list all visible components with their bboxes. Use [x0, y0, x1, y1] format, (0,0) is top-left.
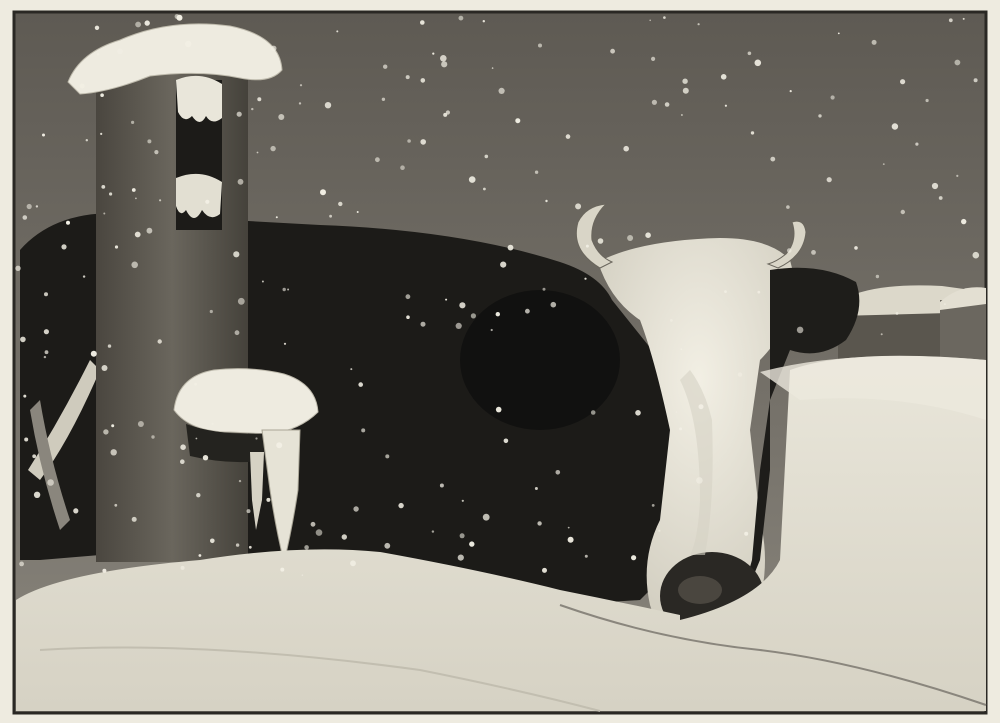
snowflake — [790, 90, 792, 92]
snowflake — [158, 339, 162, 343]
snowflake — [525, 309, 530, 314]
snowflake — [131, 262, 138, 269]
snowflake — [262, 281, 264, 283]
snowflake — [665, 102, 670, 107]
snowflake — [900, 79, 905, 84]
snowflake — [635, 410, 641, 416]
snowflake — [257, 97, 261, 101]
snowflake — [469, 541, 474, 546]
snowflake — [556, 470, 561, 475]
snowflake — [135, 232, 141, 238]
snowflake — [24, 438, 28, 442]
cow-shoulder — [460, 290, 620, 430]
snowflake — [361, 428, 365, 432]
cow-nostril — [678, 576, 722, 604]
snowflake — [492, 67, 494, 69]
snowflake — [535, 171, 538, 174]
snowflake — [649, 20, 651, 22]
snowflake — [949, 18, 953, 22]
snowflake — [483, 20, 485, 22]
snowflake — [483, 188, 486, 191]
snowflake — [838, 33, 840, 35]
snowflake — [500, 262, 506, 268]
snowflake — [358, 382, 363, 387]
snowflake — [915, 143, 918, 146]
snowflake — [300, 84, 302, 86]
snowflake — [196, 493, 200, 497]
snowflake — [406, 75, 410, 79]
snowflake — [27, 204, 32, 209]
snowflake — [663, 16, 666, 19]
snowflake — [210, 539, 215, 544]
snowflake — [238, 179, 244, 185]
snowflake — [32, 454, 36, 458]
snowflake — [180, 459, 185, 464]
snowflake — [239, 480, 241, 482]
snowflake — [575, 203, 581, 209]
snowflake — [350, 368, 352, 370]
slot-snow-bottom — [176, 174, 222, 218]
snowflake — [543, 288, 546, 291]
snowflake — [406, 315, 410, 319]
snowflake — [443, 113, 447, 117]
snowflake — [610, 49, 615, 54]
snowflake — [725, 105, 727, 107]
snowflake — [384, 543, 390, 549]
snowflake — [787, 248, 792, 253]
snowflake — [676, 411, 678, 413]
snowflake — [316, 529, 323, 536]
snowflake — [421, 322, 426, 327]
snowflake — [440, 55, 447, 62]
snowflake — [132, 188, 136, 192]
snowflake — [276, 216, 278, 218]
snowflake — [504, 439, 509, 444]
snowflake — [961, 219, 966, 224]
snowflake — [102, 569, 106, 573]
snowflake — [441, 61, 447, 67]
snowflake — [109, 192, 112, 195]
snowflake — [132, 517, 137, 522]
snowflake — [485, 155, 489, 159]
snowflake — [496, 312, 500, 316]
snowflake — [538, 44, 542, 48]
snowflake — [876, 275, 879, 278]
snowflake — [15, 266, 20, 271]
snowflake — [926, 99, 929, 102]
snowflake — [652, 504, 655, 507]
snowflake — [545, 200, 547, 202]
snowflake — [385, 454, 389, 458]
snowflake — [974, 78, 978, 82]
snowflake — [80, 84, 85, 89]
snowflake — [235, 330, 240, 335]
snowflake — [115, 245, 118, 248]
snowflake — [440, 484, 444, 488]
snowflake — [19, 562, 24, 567]
snowflake — [955, 60, 961, 66]
snowflake — [827, 177, 832, 182]
snowflake — [963, 18, 965, 20]
snowflake — [721, 74, 727, 80]
snowflake — [255, 437, 257, 439]
snowflake — [651, 57, 655, 61]
snowflake — [44, 356, 46, 358]
snowflake — [445, 299, 447, 301]
snowflake — [508, 245, 514, 251]
snowflake — [34, 492, 40, 498]
snowflake — [283, 288, 286, 291]
snowflake — [111, 424, 114, 427]
slot-snow-top — [176, 76, 222, 122]
snowflake — [483, 514, 490, 521]
snowflake — [23, 395, 26, 398]
snowflake — [598, 238, 604, 244]
snowflake — [459, 16, 464, 21]
snowflake — [892, 123, 898, 129]
snowflake — [103, 429, 108, 434]
snowflake — [515, 118, 520, 123]
snowflake — [406, 294, 411, 299]
snowflake — [973, 252, 980, 259]
snowflake — [883, 163, 885, 165]
snowflake — [459, 302, 465, 308]
snowflake — [724, 290, 727, 293]
snowflake — [280, 568, 284, 572]
snowflake — [236, 543, 239, 546]
snowflake — [679, 427, 682, 430]
snowflake — [135, 198, 137, 200]
snowflake — [748, 52, 752, 56]
snowflake — [696, 477, 703, 484]
snowflake — [872, 40, 877, 45]
snowflake — [658, 530, 660, 532]
snowflake — [645, 232, 651, 238]
snowflake — [73, 508, 78, 513]
snowflake — [270, 146, 275, 151]
snowflake — [353, 506, 358, 511]
snowflake — [138, 421, 144, 427]
snowflake — [770, 157, 775, 162]
snowflake — [237, 112, 242, 117]
snowflake — [896, 312, 899, 315]
snowflake — [421, 78, 426, 83]
snowflake — [382, 98, 385, 101]
snowflake — [681, 114, 683, 116]
snowflake — [102, 365, 108, 371]
snowflake — [568, 527, 570, 529]
snowflake — [101, 185, 105, 189]
snowflake — [302, 574, 304, 576]
snowflake — [336, 30, 338, 32]
snowflake — [682, 79, 687, 84]
snowflake — [83, 275, 85, 277]
snowflake — [738, 372, 742, 376]
snowflake — [36, 205, 38, 207]
snowflake — [944, 303, 946, 305]
snowflake — [398, 503, 403, 508]
snowflake — [420, 20, 425, 25]
snowflake — [551, 302, 557, 308]
snowflake — [432, 530, 434, 532]
snowflake — [180, 444, 186, 450]
snowflake — [304, 545, 309, 550]
snowflake — [181, 566, 185, 570]
snowflake — [680, 348, 682, 350]
snowflake — [45, 350, 49, 354]
snowflake — [199, 554, 202, 557]
snowflake — [66, 221, 70, 225]
snowflake — [284, 343, 286, 345]
snowflake — [786, 205, 790, 209]
snowflake — [108, 344, 111, 347]
snowflake — [683, 88, 689, 94]
snowflake — [699, 404, 704, 409]
snowflake — [329, 215, 332, 218]
snowflake — [586, 245, 589, 248]
snowflake — [111, 449, 117, 455]
snowflake — [627, 235, 633, 241]
snowflake — [469, 176, 476, 183]
snowflake — [194, 383, 197, 386]
snowflake — [177, 15, 183, 21]
snowflake — [811, 250, 816, 255]
snowflake — [831, 95, 835, 99]
snowflake — [400, 165, 405, 170]
snowflake — [751, 131, 754, 134]
snowflake — [568, 537, 574, 543]
snowflake — [537, 521, 541, 525]
snowflake — [266, 498, 270, 502]
snowflake — [338, 202, 342, 206]
snowflake — [881, 333, 883, 335]
snowflake — [257, 152, 259, 154]
snowflake — [278, 114, 284, 120]
snowflake — [698, 23, 700, 25]
snowflake — [23, 215, 28, 220]
snowflake — [499, 88, 505, 94]
snowflake — [100, 133, 102, 135]
snowflake — [249, 546, 252, 549]
snowflake — [652, 100, 657, 105]
snowflake — [147, 139, 151, 143]
snowflake — [185, 41, 191, 47]
snowflake — [383, 65, 387, 69]
snowflake — [939, 196, 943, 200]
snowflake — [233, 251, 239, 257]
snowflake — [471, 313, 476, 318]
snowflake — [591, 410, 596, 415]
snowflake — [103, 213, 105, 215]
snowflake — [755, 60, 762, 67]
snowflake — [210, 310, 213, 313]
snowflake — [91, 351, 97, 357]
snowflake — [299, 102, 301, 104]
snowflake — [114, 504, 117, 507]
snowflake — [932, 183, 938, 189]
snowflake — [203, 455, 208, 460]
snowflake — [357, 211, 359, 213]
snowflake — [117, 49, 123, 55]
snowflake — [584, 278, 586, 280]
snowflake — [154, 150, 158, 154]
snowflake — [542, 568, 547, 573]
snowflake — [212, 423, 214, 425]
snowflake — [47, 479, 54, 486]
snowflake — [491, 329, 493, 331]
snowflake — [901, 210, 905, 214]
snowflake — [44, 329, 49, 334]
post-shaft — [96, 62, 248, 562]
snowflake — [342, 534, 347, 539]
snowflake — [271, 46, 277, 52]
snowflake — [797, 327, 804, 334]
snowflake — [375, 157, 380, 162]
snowflake — [432, 53, 434, 55]
snowflake — [42, 134, 45, 137]
snowflake — [44, 292, 48, 296]
snowflake — [287, 289, 289, 291]
snowflake — [854, 246, 858, 250]
snowflake — [818, 114, 821, 117]
snowflake — [151, 435, 154, 438]
snowflake — [956, 175, 958, 177]
snowflake — [350, 560, 356, 566]
snowflake — [131, 121, 134, 124]
snowflake — [145, 20, 150, 25]
snowflake — [100, 93, 104, 97]
snowflake — [496, 407, 502, 413]
snowflake — [311, 522, 316, 527]
snowflake — [460, 533, 465, 538]
snowflake — [196, 438, 198, 440]
snowflake — [251, 108, 253, 110]
snowflake — [456, 323, 462, 329]
snowflake — [631, 555, 636, 560]
snowflake — [420, 139, 426, 145]
snowflake — [95, 26, 99, 30]
snowflake — [566, 134, 571, 139]
snowflake — [97, 53, 100, 56]
snowflake — [462, 500, 464, 502]
snowflake — [757, 291, 760, 294]
snowflake — [205, 200, 209, 204]
snowflake — [458, 555, 464, 561]
snowflake — [147, 228, 153, 234]
snowflake — [135, 22, 141, 28]
snowflake — [159, 199, 161, 201]
snowflake — [247, 509, 251, 513]
snowflake — [535, 487, 538, 490]
snowflake — [407, 139, 411, 143]
snowflake — [585, 555, 588, 558]
snowflake — [20, 337, 26, 343]
snowflake — [670, 319, 673, 322]
snowflake — [744, 532, 748, 536]
snowflake — [276, 442, 282, 448]
snowflake — [86, 139, 88, 141]
snowflake — [320, 189, 326, 195]
snowflake — [623, 146, 629, 152]
snowflake — [61, 244, 66, 249]
snowflake — [238, 298, 245, 305]
snowflake — [325, 102, 331, 108]
